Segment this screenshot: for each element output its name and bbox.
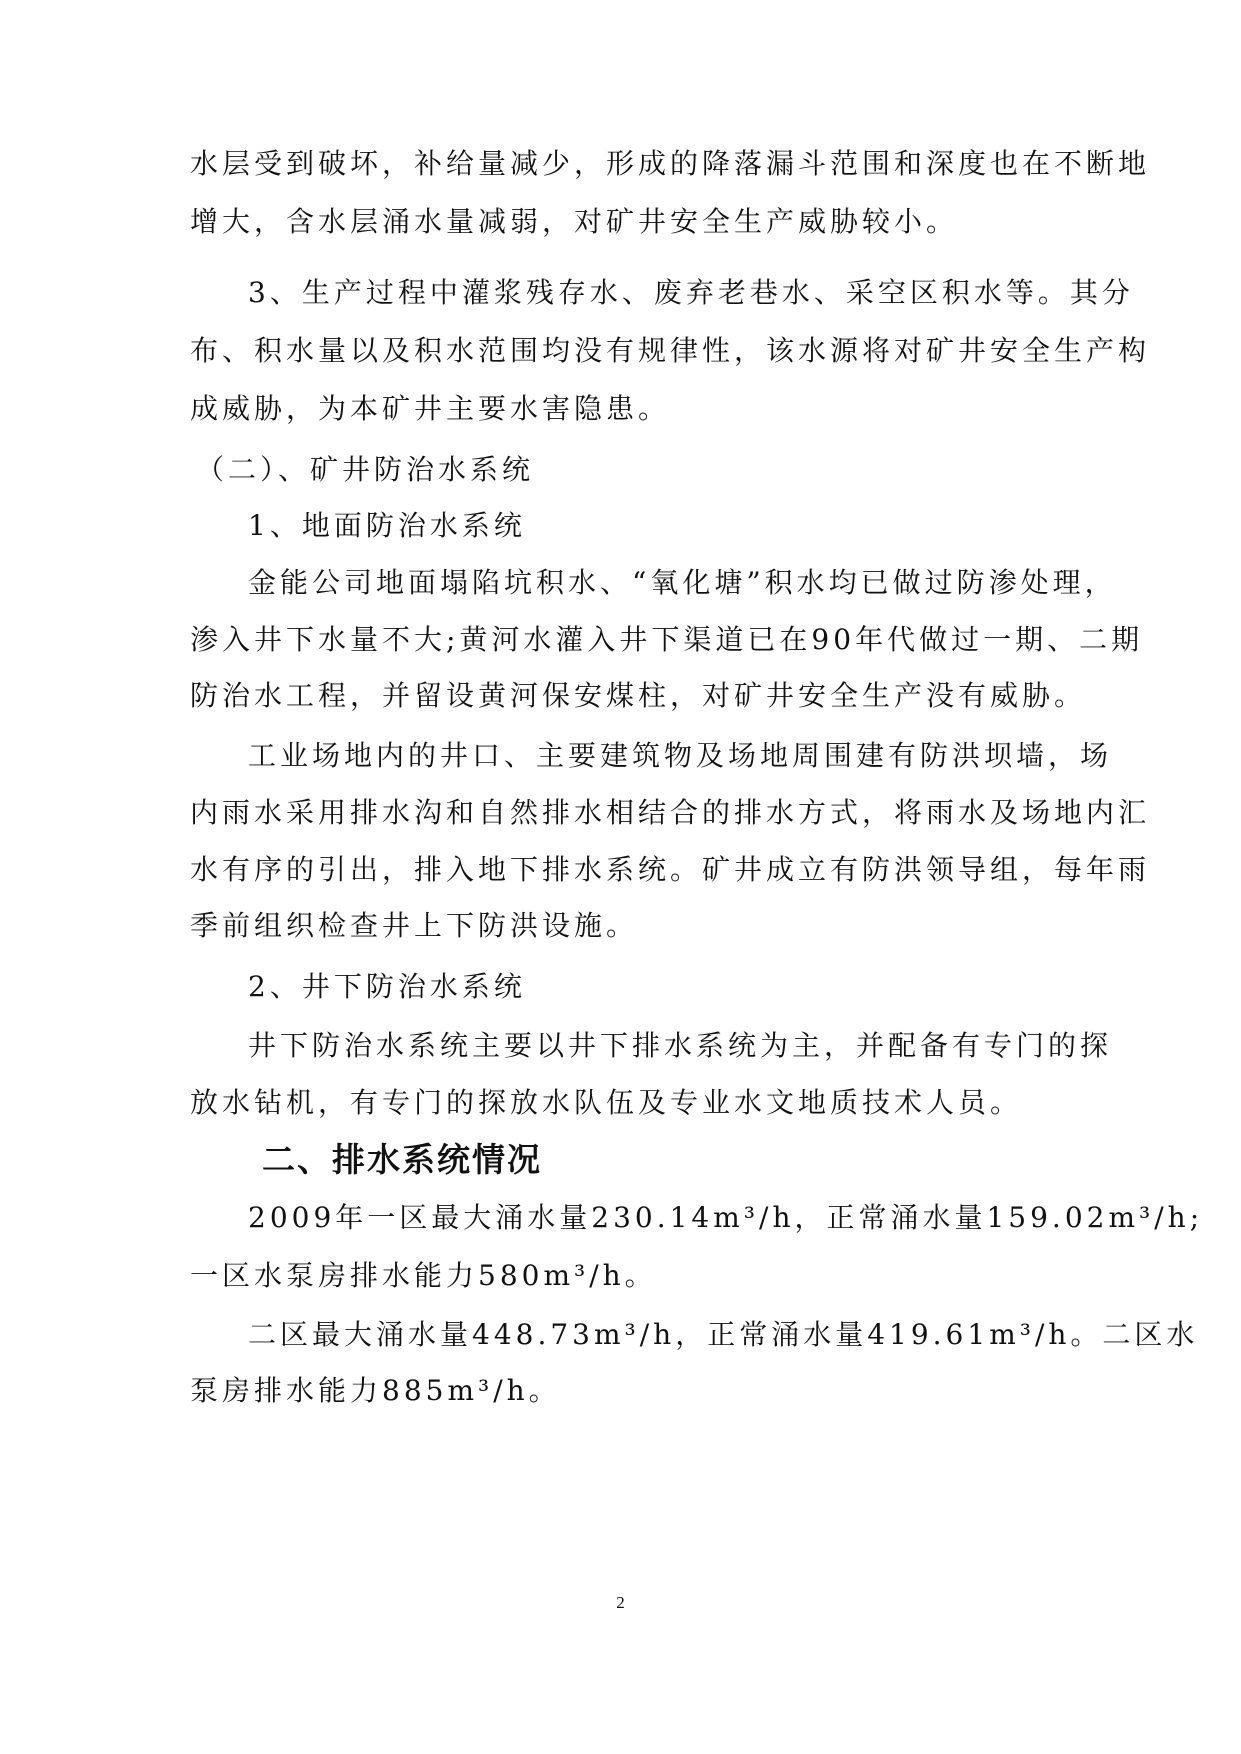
paragraph-line: 内雨水采用排水沟和自然排水相结合的排水方式，将雨水及场地内汇 bbox=[190, 796, 1151, 829]
paragraph-line: 水层受到破坏，补给量减少，形成的降落漏斗范围和深度也在不断地 bbox=[190, 147, 1151, 180]
paragraph-line: 季前组织检查井上下防洪设施。 bbox=[190, 909, 639, 942]
paragraph-line: 金能公司地面塌陷坑积水、“氧化塘”积水均已做过防渗处理， bbox=[248, 566, 1117, 599]
paragraph-line: 渗入井下水量不大;黄河水灌入井下渠道已在90年代做过一期、二期 bbox=[190, 623, 1144, 656]
paragraph-line: 布、积水量以及积水范围均没有规律性，该水源将对矿井安全生产构 bbox=[190, 334, 1151, 367]
paragraph-line: 放水钻机，有专门的探放水队伍及专业水文地质技术人员。 bbox=[190, 1086, 1023, 1119]
paragraph-line: 增大，含水层涌水量减弱，对矿井安全生产威胁较小。 bbox=[190, 205, 959, 238]
paragraph-line: 一区水泵房排水能力580m³/h。 bbox=[190, 1259, 657, 1292]
paragraph-line: 水有序的引出，排入地下排水系统。矿井成立有防洪领导组，每年雨 bbox=[190, 853, 1151, 886]
subsection-heading: （二）、矿井防治水系统 bbox=[196, 453, 535, 486]
page-number: 2 bbox=[616, 1593, 625, 1612]
section-heading: 二、排水系统情况 bbox=[262, 1140, 542, 1179]
paragraph-line: 工业场地内的井口、主要建筑物及场地周围建有防洪坝墙，场 bbox=[248, 739, 1113, 772]
item-heading: 1、地面防治水系统 bbox=[248, 509, 526, 542]
item-heading: 2、井下防治水系统 bbox=[248, 970, 526, 1003]
paragraph-line: 井下防治水系统主要以井下排水系统为主，并配备有专门的探 bbox=[248, 1029, 1113, 1062]
paragraph-line: 防治水工程，并留设黄河保安煤柱，对矿井安全生产没有威胁。 bbox=[190, 679, 1087, 712]
paragraph-line: 二区最大涌水量448.73m³/h，正常涌水量419.61m³/h。二区水 bbox=[248, 1318, 1199, 1351]
paragraph-line: 成威胁，为本矿井主要水害隐患。 bbox=[190, 392, 671, 425]
paragraph-line: 泵房排水能力885m³/h。 bbox=[190, 1374, 561, 1407]
paragraph-line: 2009年一区最大涌水量230.14m³/h，正常涌水量159.02m³/h; bbox=[248, 1201, 1204, 1234]
paragraph-line: 3、生产过程中灌浆残存水、废弃老巷水、采空区积水等。其分 bbox=[248, 276, 1134, 309]
